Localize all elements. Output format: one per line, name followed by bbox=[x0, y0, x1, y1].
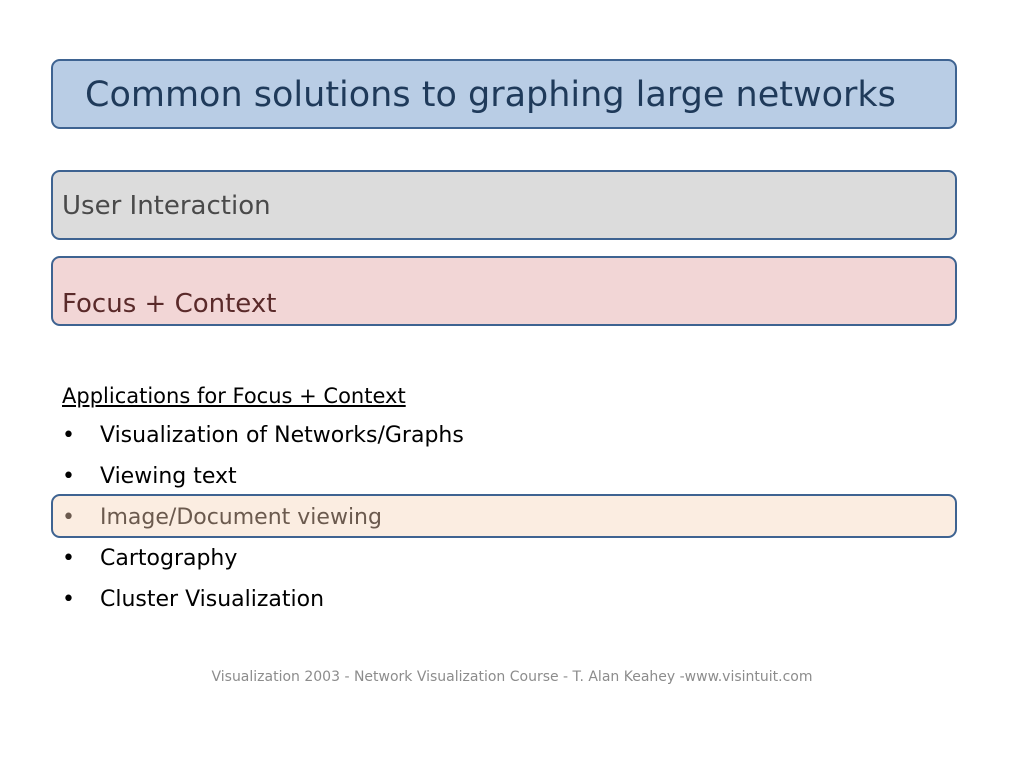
list-item-label: Cartography bbox=[100, 546, 238, 571]
bullet-icon: • bbox=[62, 423, 75, 448]
bullet-icon: • bbox=[62, 505, 75, 530]
user-interaction-label: User Interaction bbox=[62, 191, 271, 221]
list-item-label: Image/Document viewing bbox=[100, 505, 382, 530]
slide-title: Common solutions to graphing large networks bbox=[85, 75, 896, 115]
list-item-label: Cluster Visualization bbox=[100, 587, 325, 612]
focus-context-label: Focus + Context bbox=[62, 289, 277, 319]
bullet-icon: • bbox=[62, 546, 75, 571]
list-item-label: Visualization of Networks/Graphs bbox=[100, 423, 464, 448]
footer-text: Visualization 2003 - Network Visualization Course - T. Alan Keahey -www.visintuit.com bbox=[211, 669, 813, 685]
applications-heading: Applications for Focus + Context bbox=[62, 384, 406, 408]
bullet-icon: • bbox=[62, 464, 75, 489]
bullet-icon: • bbox=[62, 587, 75, 612]
list-item-label: Viewing text bbox=[100, 464, 237, 489]
